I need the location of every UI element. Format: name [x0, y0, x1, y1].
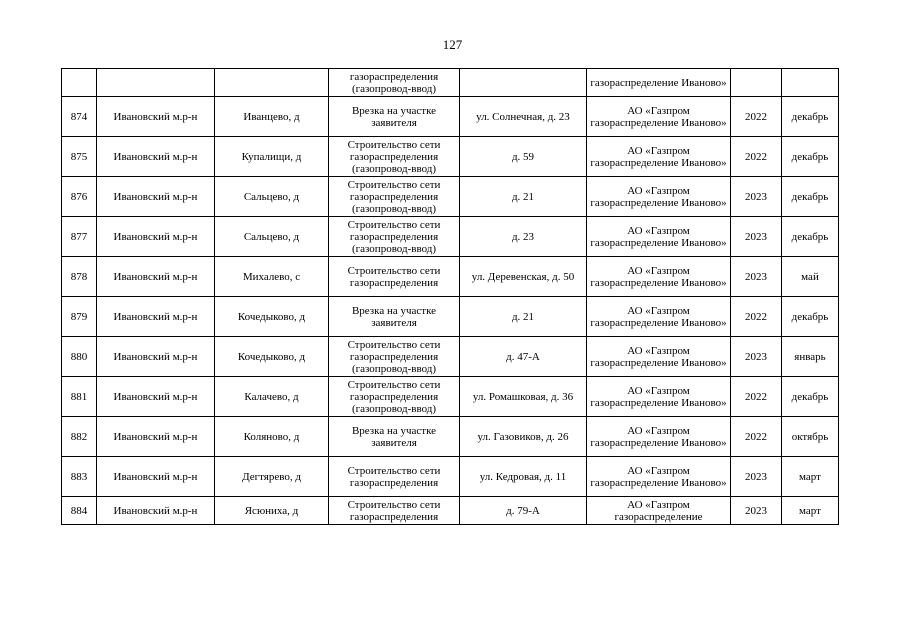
table-row	[62, 257, 839, 297]
cell-num: 876	[62, 177, 97, 217]
table-row	[62, 297, 839, 337]
cell-owner: АО «Газпром газораспределение Иваново»	[587, 417, 731, 457]
gasification-schedule-table	[61, 68, 839, 525]
cell-address: ул. Деревенская, д. 50	[460, 257, 587, 297]
cell-num: 875	[62, 137, 97, 177]
cell-settlement: Михалево, с	[215, 257, 329, 297]
cell-address: ул. Солнечная, д. 23	[460, 97, 587, 137]
cell-work: Врезка на участке заявителя	[329, 97, 460, 137]
cell-owner: АО «Газпром газораспределение Иваново»	[587, 137, 731, 177]
cell-settlement: Калачево, д	[215, 377, 329, 417]
cell-district: Ивановский м.р-н	[97, 377, 215, 417]
cell-settlement: Кочедыково, д	[215, 297, 329, 337]
cell-district: Ивановский м.р-н	[97, 417, 215, 457]
cell-year	[731, 69, 782, 97]
cell-district	[97, 69, 215, 97]
cell-month	[782, 69, 839, 97]
cell-num: 881	[62, 377, 97, 417]
cell-address: ул. Газовиков, д. 26	[460, 417, 587, 457]
cell-month: март	[782, 457, 839, 497]
cell-district: Ивановский м.р-н	[97, 177, 215, 217]
cell-year: 2022	[731, 297, 782, 337]
cell-owner: АО «Газпром газораспределение Иваново»	[587, 257, 731, 297]
continuation-row	[62, 69, 839, 97]
cell-settlement: Купалищи, д	[215, 137, 329, 177]
cell-address: д. 47-А	[460, 337, 587, 377]
cell-num: 884	[62, 497, 97, 525]
cell-num: 882	[62, 417, 97, 457]
cell-work: Врезка на участке заявителя	[329, 417, 460, 457]
table-row	[62, 217, 839, 257]
cell-work: Врезка на участке заявителя	[329, 297, 460, 337]
cell-month: май	[782, 257, 839, 297]
table-row	[62, 457, 839, 497]
cell-district: Ивановский м.р-н	[97, 497, 215, 525]
cell-work: Строительство сети газораспределения (газопровод-ввод)	[329, 377, 460, 417]
cell-owner: АО «Газпром газораспределение Иваново»	[587, 97, 731, 137]
cell-address: д. 23	[460, 217, 587, 257]
cell-num: 874	[62, 97, 97, 137]
cell-work: Строительство сети газораспределения	[329, 497, 460, 525]
cell-district: Ивановский м.р-н	[97, 217, 215, 257]
cell-district: Ивановский м.р-н	[97, 257, 215, 297]
cell-num: 879	[62, 297, 97, 337]
cell-work: Строительство сети газораспределения (газопровод-ввод)	[329, 137, 460, 177]
cell-address: д. 21	[460, 297, 587, 337]
cell-num: 880	[62, 337, 97, 377]
cell-address: д. 21	[460, 177, 587, 217]
cell-owner: АО «Газпром газораспределение Иваново»	[587, 177, 731, 217]
cell-work: Строительство сети газораспределения	[329, 457, 460, 497]
table-row	[62, 177, 839, 217]
cell-work: Строительство сети газораспределения (газопровод-ввод)	[329, 177, 460, 217]
cell-owner: АО «Газпром газораспределение Иваново»	[587, 297, 731, 337]
cell-year: 2023	[731, 337, 782, 377]
table-row	[62, 337, 839, 377]
cell-month: декабрь	[782, 137, 839, 177]
cell-month: март	[782, 497, 839, 525]
cell-address: д. 59	[460, 137, 587, 177]
cell-month: январь	[782, 337, 839, 377]
cell-year: 2023	[731, 217, 782, 257]
cell-num	[62, 69, 97, 97]
cell-settlement: Кочедыково, д	[215, 337, 329, 377]
cell-owner: АО «Газпром газораспределение Иваново»	[587, 377, 731, 417]
cell-address: д. 79-А	[460, 497, 587, 525]
cell-settlement: Коляново, д	[215, 417, 329, 457]
cell-district: Ивановский м.р-н	[97, 137, 215, 177]
cell-settlement: Иванцево, д	[215, 97, 329, 137]
cell-owner: АО «Газпром газораспределение Иваново»	[587, 457, 731, 497]
cell-month: декабрь	[782, 177, 839, 217]
cell-month: декабрь	[782, 217, 839, 257]
cell-owner: АО «Газпром газораспределение	[587, 497, 731, 525]
cell-num: 883	[62, 457, 97, 497]
cell-settlement: Дегтярево, д	[215, 457, 329, 497]
cell-work: газораспределения (газопровод-ввод)	[329, 69, 460, 97]
cell-settlement: Ясюниха, д	[215, 497, 329, 525]
cell-work: Строительство сети газораспределения (газопровод-ввод)	[329, 217, 460, 257]
cell-year: 2022	[731, 377, 782, 417]
cell-month: декабрь	[782, 297, 839, 337]
cell-work: Строительство сети газораспределения (газопровод-ввод)	[329, 337, 460, 377]
cell-settlement: Сальцево, д	[215, 177, 329, 217]
cell-year: 2022	[731, 97, 782, 137]
cell-year: 2023	[731, 457, 782, 497]
cell-owner: АО «Газпром газораспределение Иваново»	[587, 217, 731, 257]
cell-year: 2022	[731, 137, 782, 177]
cell-district: Ивановский м.р-н	[97, 337, 215, 377]
cell-year: 2022	[731, 417, 782, 457]
cell-year: 2023	[731, 497, 782, 525]
cell-month: октябрь	[782, 417, 839, 457]
cell-work: Строительство сети газораспределения	[329, 257, 460, 297]
cell-district: Ивановский м.р-н	[97, 297, 215, 337]
cell-district: Ивановский м.р-н	[97, 97, 215, 137]
page-number: 127	[442, 37, 463, 52]
cell-num: 878	[62, 257, 97, 297]
cell-owner: АО «Газпром газораспределение Иваново»	[587, 337, 731, 377]
table-row	[62, 497, 839, 525]
cell-address: ул. Ромашковая, д. 36	[460, 377, 587, 417]
cell-district: Ивановский м.р-н	[97, 457, 215, 497]
cell-address: ул. Кедровая, д. 11	[460, 457, 587, 497]
cell-year: 2023	[731, 177, 782, 217]
cell-num: 877	[62, 217, 97, 257]
cell-address	[460, 69, 587, 97]
table-row	[62, 377, 839, 417]
table-row	[62, 417, 839, 457]
cell-settlement	[215, 69, 329, 97]
cell-month: декабрь	[782, 377, 839, 417]
table-row	[62, 97, 839, 137]
cell-month: декабрь	[782, 97, 839, 137]
table-row	[62, 137, 839, 177]
cell-owner: газораспределение Иваново»	[587, 69, 731, 97]
cell-settlement: Сальцево, д	[215, 217, 329, 257]
cell-year: 2023	[731, 257, 782, 297]
